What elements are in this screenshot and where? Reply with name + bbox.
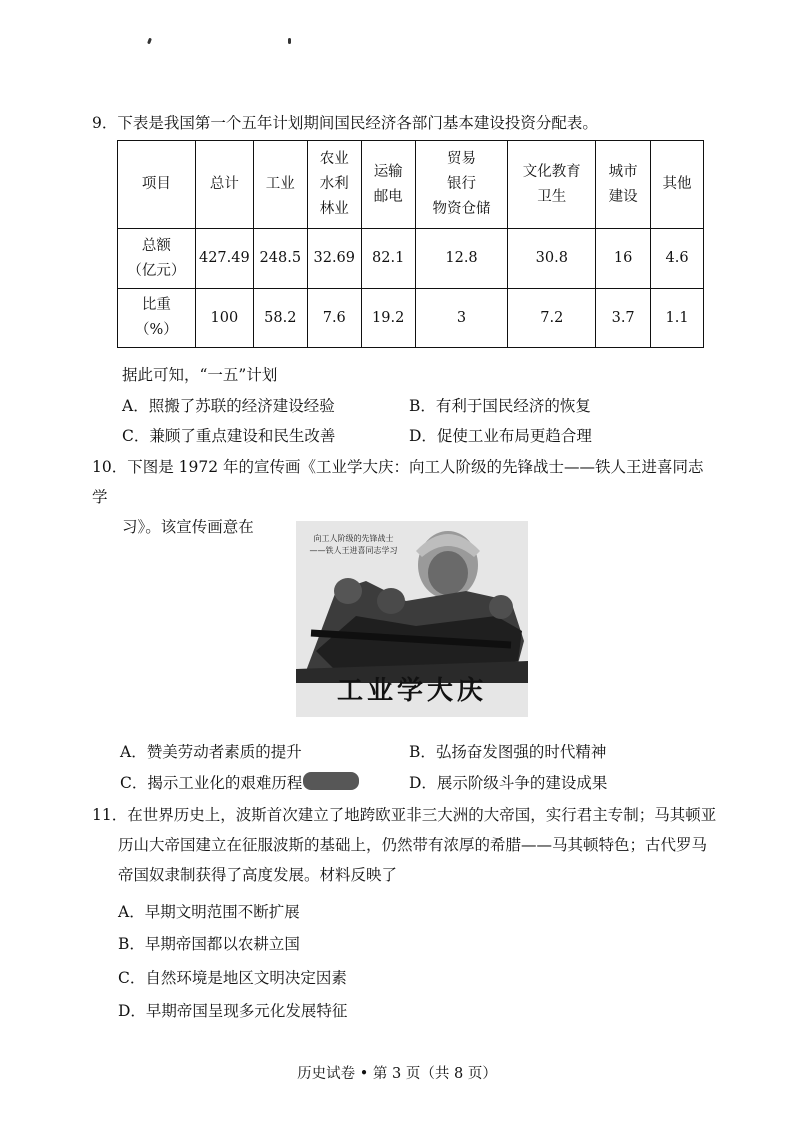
header-cell: 其他 [651,141,704,229]
table-cell: 7.2 [508,289,596,348]
table-cell: 16 [596,229,651,289]
table-cell: 100 [195,289,253,348]
option-b[interactable]: B．有利于国民经济的恢复 [409,397,591,415]
ink-blot [303,772,359,790]
question-text: 下表是我国第一个五年计划期间国民经济各部门基本建设投资分配表。 [117,114,598,132]
question-number: 10． [92,458,128,476]
option-b[interactable]: B．弘扬奋发图强的时代精神 [409,743,607,761]
table-header-row [118,141,704,229]
option-a[interactable]: A．赞美劳动者素质的提升 [120,743,302,761]
question-text: 在世界历史上，波斯首次建立了地跨欧亚非三大洲的大帝国，实行君主专制；马其顿亚 [127,806,717,824]
scan-smudge [147,38,152,45]
table-cell: 3 [415,289,508,348]
option-d[interactable]: D．促使工业布局更趋合理 [409,427,592,445]
poster-title: 工业学大庆 [336,676,487,706]
header-cell: 文化教育 卫生 [508,141,596,229]
question-9-stem [92,108,598,138]
header-cell: 农业 水利 林业 [307,141,361,229]
option-d[interactable]: D．展示阶级斗争的建设成果 [409,774,608,792]
question-number: 11． [92,806,128,824]
option-c[interactable]: C．自然环境是地区文明决定因素 [118,969,347,987]
question-text: 习》。该宣传画意在 [122,518,254,536]
row-label: 总额 （亿元） [118,229,196,289]
option-a[interactable]: A．早期文明范围不断扩展 [118,903,300,921]
table-cell: 4.6 [651,229,704,289]
option-a[interactable]: A．照搬了苏联的经济建设经验 [122,397,335,415]
page-footer: 历史试卷 • 第 3 页（共 8 页） [297,1066,497,1082]
table-cell: 32.69 [307,229,361,289]
propaganda-poster-image [296,521,528,717]
question-9-lead: 据此可知，“一五”计划 [122,366,278,384]
row-label: 比重 （%） [118,289,196,348]
table-cell: 30.8 [508,229,596,289]
table-cell: 58.2 [253,289,307,348]
question-text: 历山大帝国建立在征服波斯的基础上，仍然带有浓厚的希腊——马其顿特色；古代罗马 [118,836,708,854]
table-cell: 1.1 [651,289,704,348]
investment-table [117,140,704,348]
table-cell: 7.6 [307,289,361,348]
table-row [118,289,704,348]
question-number: 9． [92,114,118,132]
table-cell: 248.5 [253,229,307,289]
header-cell: 贸易 银行 物资仓储 [415,141,508,229]
question-11-stem [92,800,732,890]
question-text: 帝国奴隶制获得了高度发展。材料反映了 [118,866,398,884]
table-row [118,229,704,289]
option-b[interactable]: B．早期帝国都以农耕立国 [118,935,300,953]
table-cell: 19.2 [361,289,415,348]
table-cell: 12.8 [415,229,508,289]
table-cell: 82.1 [361,229,415,289]
poster-caption: 向工人阶级的先锋战士 ——铁人王进喜同志学习 [309,534,398,555]
header-cell: 城市 建设 [596,141,651,229]
table-cell: 3.7 [596,289,651,348]
option-c[interactable]: C．兼顾了重点建设和民生改善 [122,427,336,445]
header-cell: 工业 [253,141,307,229]
option-d[interactable]: D．早期帝国呈现多元化发展特征 [118,1002,348,1020]
table-cell: 427.49 [195,229,253,289]
question-text: 下图是 1972 年的宣传画《工业学大庆：向工人阶级的先锋战士——铁人王进喜同志学 [92,458,704,506]
option-c[interactable]: C．揭示工业化的艰难历程 [120,774,303,792]
header-cell: 项目 [118,141,196,229]
header-cell: 总计 [195,141,253,229]
scan-smudge [288,38,291,44]
header-cell: 运输 邮电 [361,141,415,229]
